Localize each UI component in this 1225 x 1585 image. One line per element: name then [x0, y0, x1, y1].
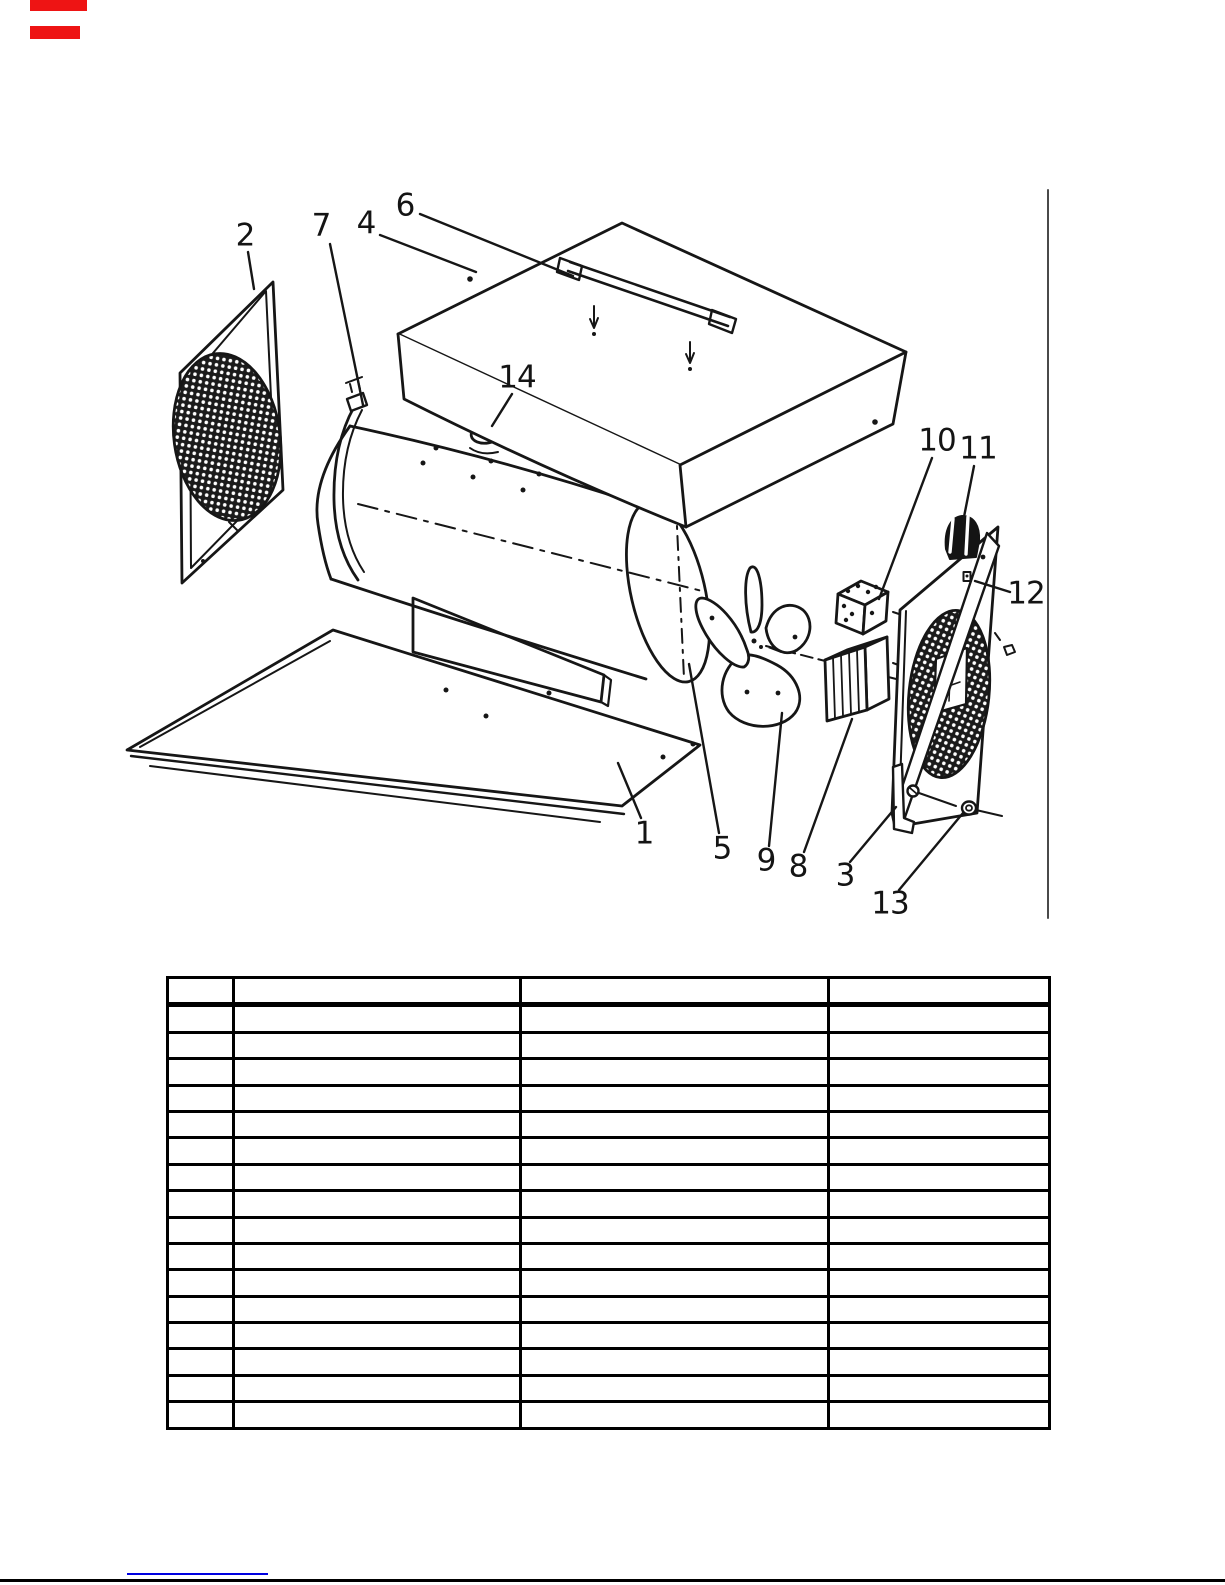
callout-label-8: 8 [788, 848, 808, 885]
table-row [168, 1032, 1050, 1058]
callout-label-9: 9 [756, 842, 776, 879]
grommet [962, 802, 1002, 817]
table-cell [168, 1164, 234, 1190]
table-cell [829, 1059, 1050, 1085]
table-row [168, 1270, 1050, 1296]
table-cell [521, 1375, 829, 1401]
table-cell [168, 1059, 234, 1085]
callout-label-14: 14 [498, 359, 536, 396]
part-inlet-guard [163, 282, 291, 583]
callout-label-4: 4 [356, 205, 376, 242]
table-cell [521, 1032, 829, 1058]
table-cell [234, 1243, 521, 1269]
callout-label-10: 10 [918, 422, 956, 459]
table-cell [234, 1191, 521, 1217]
table-row [168, 1059, 1050, 1085]
table-cell [521, 1402, 829, 1428]
table-cell [234, 1138, 521, 1164]
table-row [168, 1375, 1050, 1401]
table-cell [521, 1323, 829, 1349]
table-row [168, 1005, 1050, 1032]
table-cell [829, 1270, 1050, 1296]
callout-label-12: 12 [1007, 575, 1045, 612]
table-cell [234, 1323, 521, 1349]
table-cell [829, 1138, 1050, 1164]
part-top-cover [398, 223, 906, 527]
hyperlink-underline[interactable] [127, 1573, 268, 1575]
table-cell [168, 1032, 234, 1058]
part-strap-clamp [334, 377, 367, 580]
page-bottom-rule [0, 1579, 1225, 1582]
table-header-row [168, 978, 1050, 1005]
table-cell [521, 1085, 829, 1111]
table-row [168, 1164, 1050, 1190]
table-cell [234, 1005, 521, 1032]
table-cell [521, 1005, 829, 1032]
table-cell [521, 1296, 829, 1322]
table-cell [168, 1138, 234, 1164]
table-cell [234, 1111, 521, 1137]
table-cell [234, 1059, 521, 1085]
callout-label-6: 6 [395, 187, 415, 224]
leader-line-11 [963, 466, 974, 522]
table-cell [829, 1243, 1050, 1269]
part-fan [696, 567, 810, 727]
table-cell [234, 1085, 521, 1111]
table-cell [234, 1217, 521, 1243]
table-row [168, 1111, 1050, 1137]
leader-line-6 [420, 214, 573, 276]
table-row [168, 1085, 1050, 1111]
leader-line-3 [850, 807, 896, 862]
table-cell [168, 978, 234, 1005]
table-cell [168, 1402, 234, 1428]
screw-upper [964, 572, 971, 581]
table-cell [829, 1111, 1050, 1137]
callout-label-11: 11 [959, 430, 997, 467]
table-cell [168, 1323, 234, 1349]
table-cell [521, 1138, 829, 1164]
table-cell [168, 1005, 234, 1032]
leader-line-2 [248, 252, 254, 289]
table-cell [829, 1191, 1050, 1217]
table-cell [521, 1191, 829, 1217]
table-cell [829, 1032, 1050, 1058]
table-cell [829, 1349, 1050, 1375]
callout-label-1: 1 [634, 815, 654, 852]
callout-label-3: 3 [835, 857, 855, 894]
leader-line-10 [879, 458, 932, 599]
table-row [168, 1323, 1050, 1349]
callout-label-13: 13 [871, 885, 909, 922]
table-cell [829, 1164, 1050, 1190]
callout-label-7: 7 [311, 207, 331, 244]
table-cell [829, 978, 1050, 1005]
table-cell [521, 1217, 829, 1243]
leader-line-9 [769, 713, 782, 846]
table-cell [521, 978, 829, 1005]
table-row [168, 1349, 1050, 1375]
callout-label-2: 2 [235, 217, 255, 254]
leader-line-4 [380, 235, 476, 272]
table-row [168, 1243, 1050, 1269]
parts-table [166, 976, 1051, 1430]
table-cell [521, 1059, 829, 1085]
table-cell [168, 1270, 234, 1296]
table-cell [234, 1349, 521, 1375]
table-cell [234, 1296, 521, 1322]
callout-label-5: 5 [712, 830, 732, 867]
table-cell [829, 1005, 1050, 1032]
table-cell [234, 978, 521, 1005]
leader-line-8 [804, 719, 852, 852]
table-cell [168, 1191, 234, 1217]
table-cell [234, 1270, 521, 1296]
table-cell [234, 1375, 521, 1401]
table-cell [168, 1296, 234, 1322]
table-cell [829, 1323, 1050, 1349]
table-row [168, 1138, 1050, 1164]
part-base-plates [127, 630, 700, 822]
table-cell [168, 1349, 234, 1375]
table-cell [168, 1111, 234, 1137]
table-row [168, 1402, 1050, 1428]
table-row [168, 1296, 1050, 1322]
screw-right [995, 633, 1015, 655]
table-cell [234, 1402, 521, 1428]
table-cell [829, 1217, 1050, 1243]
table-cell [521, 1111, 829, 1137]
table-cell [521, 1243, 829, 1269]
table-cell [234, 1032, 521, 1058]
table-cell [829, 1402, 1050, 1428]
table-cell [521, 1164, 829, 1190]
table-cell [829, 1296, 1050, 1322]
part-rear-panel [892, 527, 1015, 833]
leader-line-7 [330, 244, 363, 405]
table-cell [829, 1085, 1050, 1111]
table-cell [168, 1217, 234, 1243]
table-cell [521, 1270, 829, 1296]
table-cell [168, 1085, 234, 1111]
table-cell [521, 1349, 829, 1375]
table-row [168, 1191, 1050, 1217]
table-cell [234, 1164, 521, 1190]
table-cell [829, 1375, 1050, 1401]
table-row [168, 1217, 1050, 1243]
table-cell [168, 1243, 234, 1269]
table-cell [168, 1375, 234, 1401]
